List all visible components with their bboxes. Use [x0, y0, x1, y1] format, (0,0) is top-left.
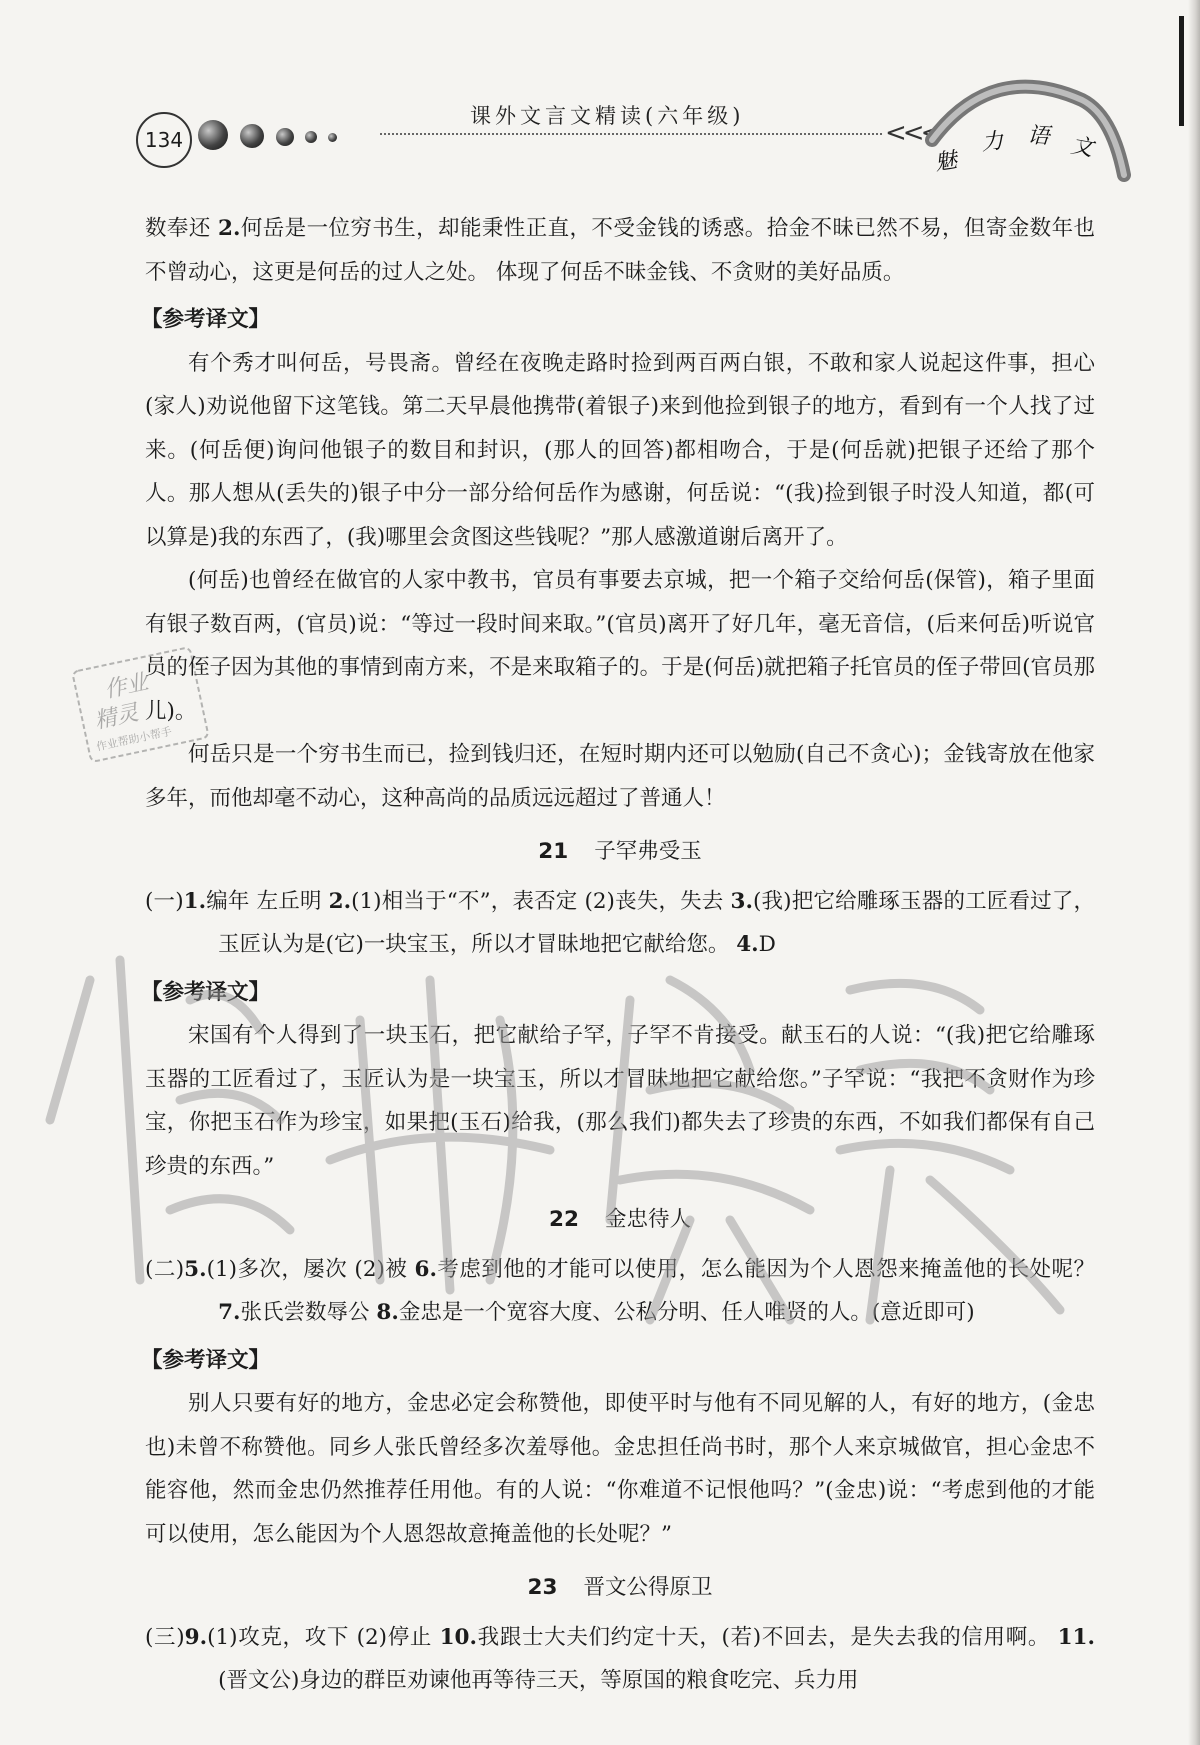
svg-text:语: 语	[1026, 123, 1051, 150]
watermark-text: 作业精灵	[30, 920, 34, 921]
svg-text:魅: 魅	[933, 148, 959, 176]
text-run: 张氏尝数辱公	[240, 1300, 377, 1325]
question-number: 5.	[184, 1256, 207, 1282]
question-number: 3.	[730, 888, 753, 914]
question-number: 7.	[218, 1300, 241, 1325]
stamp-line-1: 作业	[102, 669, 151, 704]
svg-text:文: 文	[1068, 133, 1095, 162]
question-number: 11.	[1057, 1624, 1095, 1650]
text-run: (我)把它给雕琢玉器的工匠看过了，玉匠认为是(它)一块宝玉，所以才冒昧地把它献给您。	[218, 888, 1096, 957]
text-run: (二)	[145, 1256, 185, 1282]
question-number: 4.	[736, 932, 759, 957]
answer-paragraph	[145, 207, 1095, 294]
section-title: 金忠待人	[604, 1207, 691, 1232]
text-run: 编年 左丘明	[206, 888, 329, 914]
text-run: 何岳是一位穷书生，却能秉性正直，不受金钱的诱惑。拾金不昧已然不易，但寄金数年也不曾动心，这更是何岳的过人之处。 体现了何岳不昧金钱、不贪财的美好品质。	[145, 216, 1095, 285]
page-header	[0, 0, 1200, 190]
text-run: 金忠是一个宽容大度、公私分明、任人唯贤的人。(意近即可)	[398, 1300, 975, 1325]
answer-paragraph	[145, 880, 1095, 967]
section-heading	[145, 830, 1095, 874]
text-run: (一)	[145, 888, 184, 914]
reference-translation-heading: 【参考译文】	[141, 1347, 271, 1373]
answer-paragraph	[145, 1248, 1095, 1335]
header-dotted-rule	[380, 133, 882, 135]
answer-paragraph	[145, 1616, 1095, 1703]
scan-edge	[1188, 0, 1200, 1745]
section-number: 22	[549, 1207, 579, 1232]
question-number: 8.	[376, 1300, 399, 1325]
text-run: (1)多次，屡次 (2)被	[206, 1256, 415, 1282]
section-number: 23	[527, 1575, 558, 1600]
text-run: (何岳)也曾经在做官的人家中教书，官员有事要去京城，把一个箱子交给何岳(保管)，箱子里面有银子数百两，(官员)说：“等过一段时间来取。”(官员)离开了好几年，毫无音信，(后来何岳)听说官员的侄子因为其他的事情到南方来，不是来取箱子的。于是(何岳)就把箱子托官员的侄子带回(官员那儿)。	[145, 568, 1095, 724]
section-heading	[145, 1198, 1095, 1242]
text-run: 数奉还	[145, 216, 218, 241]
answer-content	[141, 207, 1096, 1703]
text-run: (1)相当于“不”，表否定 (2)丧失，失去	[351, 888, 731, 914]
question-number: 6.	[414, 1256, 437, 1282]
text-run: (晋文公)身边的群臣劝谏他再等待三天，等原国的粮食吃完、兵力用	[218, 1668, 859, 1693]
decor-dot-5	[328, 133, 337, 142]
text-run: 考虑到他的才能可以使用，怎么能因为个人恩怨来掩盖他的长处呢？	[436, 1256, 1095, 1282]
book-title: 课外文言文精读(六年级)	[470, 104, 745, 128]
question-number: 2.	[328, 888, 352, 914]
answer-paragraph	[145, 342, 1095, 560]
question-number: 1.	[183, 888, 207, 914]
text-run: (三)	[145, 1624, 185, 1650]
answer-paragraph	[145, 1014, 1095, 1188]
section-heading	[145, 1566, 1095, 1610]
question-number: 10.	[439, 1624, 477, 1650]
reference-translation-heading: 【参考译文】	[141, 307, 271, 332]
text-run: 我跟士大夫们约定十天，(若)不回去，是失去我的信用啊。	[476, 1624, 1058, 1650]
text-run: (1)攻克，攻下 (2)停止	[207, 1624, 440, 1650]
decor-dot-1	[198, 120, 228, 150]
text-run: 别人只要有好的地方，金忠必定会称赞他，即使平时与他有不同见解的人，有好的地方，(金忠也)未曾不称赞他。同乡人张氏曾经多次羞辱他。金忠担任尚书时，那个人来京城做官，担心金忠不能容他，然而金忠仍然推荐任用他。有的人说：“你难道不记恨他吗？”(金忠)说：“考虑到他的才能可以使用，怎么能因为个人恩怨故意掩盖他的长处呢？”	[145, 1391, 1095, 1547]
brand-logo	[912, 70, 1132, 190]
text-run: 有个秀才叫何岳，号畏斋。曾经在夜晚走路时捡到两百两白银，不敢和家人说起这件事，担心(家人)劝说他留下这笔钱。第二天早晨他携带(着银子)来到他捡到银子的地方，看到有一个人找了过来。(何岳便)询问他银子的数目和封识，(那人的回答)都相吻合，于是(何岳就)把银子还给了那个人。那人想从(丢失的)银子中分一部分给何岳作为感谢，何岳说：“(我)捡到银子时没人知道，都(可以算是)我的东西了，(我)哪里会贪图这些钱呢？”那人感激道谢后离开了。	[145, 350, 1095, 550]
scan-mark	[1179, 16, 1184, 126]
stamp-line-2: 精灵	[92, 700, 141, 735]
decor-dot-2	[240, 124, 264, 148]
reference-translation-heading: 【参考译文】	[141, 979, 271, 1005]
text-run: D	[758, 932, 776, 957]
stamp-line-3: 作业帮助小帮手	[95, 724, 174, 754]
svg-text:力: 力	[980, 128, 1005, 156]
chevrons-left-icon: <<<	[885, 118, 939, 148]
section-title: 晋文公得原卫	[583, 1575, 713, 1600]
text-run: 何岳只是一个穷书生而已，捡到钱归还，在短时期内还可以勉励(自己不贪心)；金钱寄放在他家多年，而他却毫不动心，这种高尚的品质远远超过了普通人！	[145, 742, 1095, 811]
brand-text-group	[933, 123, 1098, 176]
question-number: 9.	[184, 1624, 208, 1650]
decor-dot-4	[305, 131, 317, 143]
section-number: 21	[538, 839, 569, 864]
page-number: 134	[136, 112, 192, 168]
question-number: 2.	[217, 216, 241, 241]
answer-paragraph	[145, 733, 1095, 820]
decor-dot-3	[276, 128, 294, 146]
answer-paragraph	[145, 1382, 1095, 1556]
text-run: 宋国有个人得到了一块玉石，把它献给子罕，子罕不肯接受。献玉石的人说：“(我)把它给雕琢玉器的工匠看过了，玉匠认为是一块宝玉，所以才冒昧地把它献给您。”子罕说：“我把不贪财作为珍宝，你把玉石作为珍宝，如果把(玉石)给我，(那么我们)都失去了珍贵的东西，不如我们都保有自己珍贵的东西。”	[145, 1023, 1095, 1179]
answer-paragraph	[145, 559, 1095, 733]
section-title: 子罕弗受玉	[594, 839, 702, 864]
